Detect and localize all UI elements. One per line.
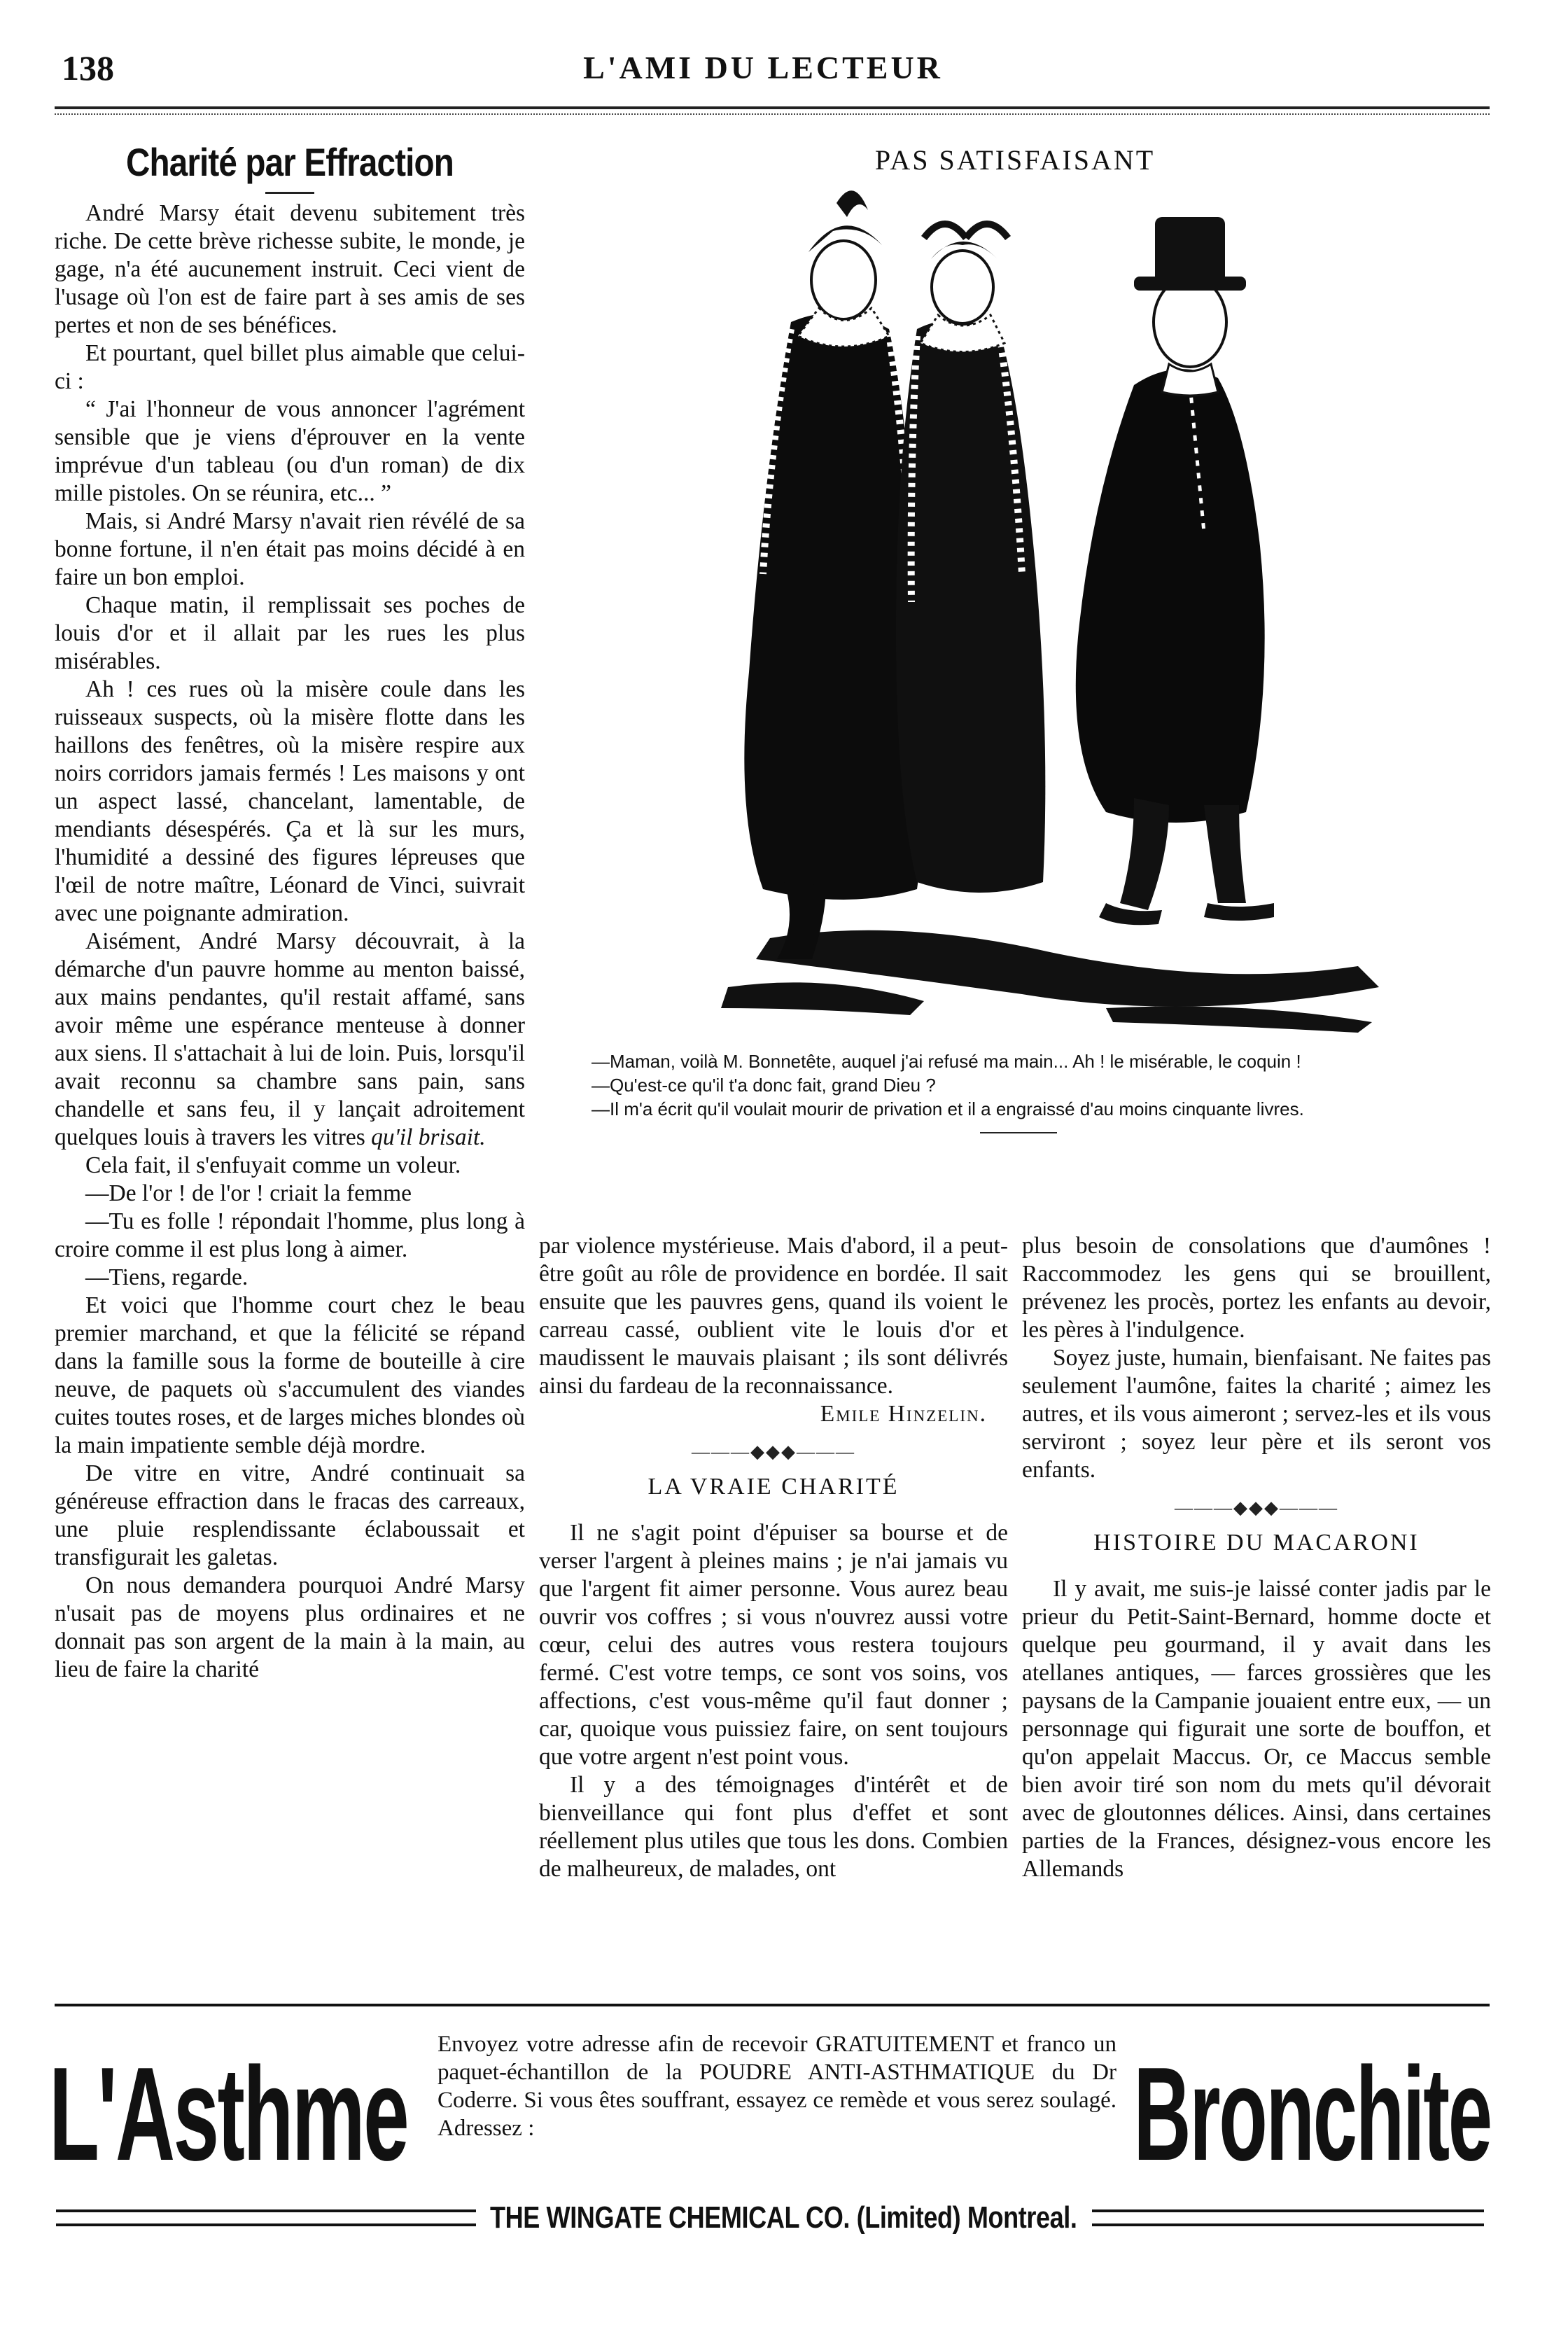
man-figure — [1076, 217, 1274, 925]
article-charite-continuation: par violence mystérieuse. Mais d'abord, il a peut-être goût au rôle de providence en bordée. Il sait ensuite que les pauvres gens, quand ils voient le carreau cassé, oublient vite le louis d'or et maudissent le mauvais plaisant ; ils sont délivrés ainsi du fardeau de la reconnaissance. — [539, 1233, 1008, 1399]
paragraph: Soyez juste, humain, bienfaisant. Ne faites pas seulement l'aumône, faites la charité ; aimez les autres, et ils vous aimeront ; servez-les et ils vous serviront ; soyez leur père et ils seront vos enfants. — [1022, 1345, 1491, 1483]
paragraph: Ah ! ces rues où la misère coule dans les ruisseaux suspects, où la misère flotte dans les haillons des fenêtres, où la misère respire aux noirs corridors jamais fermés ! Les maisons y ont un aspect lassé, chancelant, lamentable, de mendiants désespérés. Ça et là sur les murs, l'humidité a dessiné des figures lépreuses que l'œil de notre maître, Léonard de Vinci, suivrait avec une poignante admiration. — [55, 676, 525, 926]
ground-shadow — [721, 930, 1379, 1033]
author-signature: Emile Hinzelin. — [820, 1401, 987, 1427]
caption-line: —Qu'est-ce qu'il t'a donc fait, grand Dieu ? — [592, 1075, 936, 1096]
paragraph: —Tiens, regarde. — [85, 1264, 248, 1290]
paragraph: André Marsy était devenu subitement très riche. De cette brève richesse subite, le monde, je gage, n'a été aucunement instruit. Ceci vient de l'usage où l'on est de faire part à ses amis de ses pertes et non de ses bénéfices. — [55, 200, 525, 338]
paragraph: Il y a des témoignages d'intérêt et de bienveillance qui font plus d'effet et sont réellement plus utiles que tous les dons. Combien de malheureux, de malades, ont — [539, 1772, 1008, 1882]
caption-line: —Il m'a écrit qu'il voulait mourir de privation et il a engraissé d'au moins cinquante livres. — [592, 1098, 1304, 1119]
paragraph: —Tu es folle ! répondait l'homme, plus long à croire comme il est plus long à aimer. — [55, 1208, 525, 1262]
page-number: 138 — [62, 48, 114, 88]
paragraph: Et pourtant, quel billet plus aimable que celui-ci : — [55, 340, 525, 394]
paragraph — [55, 928, 525, 1152]
cartoon-title: PAS SATISFAISANT — [874, 144, 1156, 176]
paragraph-text: Aisément, André Marsy découvrait, à la démarche d'un pauvre homme au menton baissé, aux mains pendantes, qu'il restait affamé, sans avoir même une espérance menteuse à donner aux siens. Il s'attachait à lui de loin. Puis, lorsqu'il avait reconnu sa chambre sans pain, sans chandelle et sans feu, il y lançait adroitement quelques louis à travers les vitres — [55, 928, 525, 1150]
article-macaroni-title: HISTOIRE DU MACARONI — [1093, 1530, 1420, 1556]
paragraph: Chaque matin, il remplissait ses poches de louis d'or et il allait par les rues les plus misérables. — [55, 592, 525, 674]
paragraph: De vitre en vitre, André continuait sa généreuse effraction dans le fracas des carreaux, une pluie resplendissante éclaboussait et transfigurait les galetas. — [55, 1460, 525, 1570]
article-vraie-continuation: plus besoin de consolations que d'aumônes ! Raccommodez les gens qui se brouillent, prévenez les procès, portez les enfants au devoir, les pères à l'indulgence. — [1022, 1233, 1491, 1343]
cartoon-caption — [592, 1050, 1446, 1133]
journal-title: L'AMI DU LECTEUR — [583, 50, 943, 85]
caption-line: —Maman, voilà M. Bonnetête, auquel j'ai refusé ma main... Ah ! le misérable, le coquin ! — [592, 1051, 1301, 1072]
right-column — [1022, 1232, 1491, 1883]
paragraph: Il y avait, me suis-je laissé conter jadis par le prieur du Petit-Saint-Bernard, homme docte et quelque peu gourmand, il y avait dans les atellanes antiques, — farces grossières que les paysans de la Campanie jouaient entre eux, — un personnage qui figurait une sorte de bouffon, et qu'on appelait Maccus. Or, ce Maccus semble bien avoir tiré son nom du mets qu'il dévorait avec de gloutonnes délices. Ainsi, dans certaines parties de la Frances, désignez-vous encore les Allemands — [1022, 1576, 1491, 1882]
article-charite-title: Charité par Effraction — [126, 140, 454, 184]
masthead — [42, 41, 1484, 104]
caption-rule — [980, 1132, 1057, 1133]
ornament-divider: ———◆◆◆——— — [1175, 1497, 1338, 1518]
cartoon-illustration — [686, 182, 1407, 1043]
paragraph: Et voici que l'homme court chez le beau premier marchand, et que la félicité se répand dans la famille sous la forme de bouteille à cire neuve, de paquets où s'accumulent des viandes cuites toutes roses, et de larges miches blondes où la main impatiente semble déjà mordre. — [55, 1292, 525, 1458]
ad-footer-address: THE WINGATE CHEMICAL CO. (Limited) Montreal. — [490, 2200, 1077, 2235]
ad-body-text: Envoyez votre adresse afin de recevoir GRATUITEMENT et franco un paquet-échantillon de la POUDRE ANTI-ASTHMATIQUE du Dr Coderre. Si vous êtes souffrant, essayez ce remède et vous serez soulagé. Adressez : — [438, 2032, 1116, 2141]
italic-phrase: qu'il brisait. — [371, 1124, 486, 1150]
ad-top-rule — [55, 2004, 1490, 2006]
title-rule — [265, 192, 314, 194]
paragraph: Cela fait, il s'enfuyait comme un voleur. — [85, 1152, 461, 1178]
article-vraie-title: LA VRAIE CHARITÉ — [648, 1474, 899, 1500]
ad-headline-left: L'Asthme — [49, 2040, 408, 2188]
paragraph: Mais, si André Marsy n'avait rien révélé de sa bonne fortune, il n'en était pas moins décidé à en faire un bon emploi. — [55, 508, 525, 590]
ad-footer — [42, 2197, 1498, 2239]
ad-footer-rule-right — [1092, 2209, 1484, 2226]
paragraph: “ J'ai l'honneur de vous annoncer l'agrément sensible que je viens d'éprouver en la vente imprévue d'un tableau (ou d'un roman) de dix mille pistoles. On se réunira, etc... ” — [55, 396, 525, 506]
advertisement — [42, 2016, 1498, 2268]
article-charite-column — [55, 140, 525, 1684]
paragraph: —De l'or ! de l'or ! criait la femme — [85, 1180, 412, 1206]
woman-figure-right — [896, 224, 1045, 893]
header-dotted-rule — [55, 113, 1490, 115]
ad-headline-right: Bronchite — [1133, 2040, 1491, 2188]
paragraph: On nous demandera pourquoi André Marsy n'usait pas de moyens plus ordinaires et ne donnait pas son argent de la main à la main, au lieu de faire la charité — [55, 1572, 525, 1682]
header-rule — [55, 106, 1490, 109]
ornament-divider: ———◆◆◆——— — [692, 1441, 855, 1462]
middle-column — [539, 1232, 1008, 1883]
ad-footer-rule-left — [56, 2209, 476, 2226]
paragraph: Il ne s'agit point d'épuiser sa bourse et de verser l'argent à pleines mains ; je n'ai jamais vu que l'argent fit aimer personne. Vous aurez beau ouvrir vos coffres ; si vous n'ouvrez aussi votre cœur, celui des autres vous restera toujours fermé. C'est votre temps, ce sont vos soins, vos affections, c'est vous-même qu'il faut donner ; car, quoique vous puissiez faire, on sent toujours que votre argent n'est point vous. — [539, 1520, 1008, 1770]
